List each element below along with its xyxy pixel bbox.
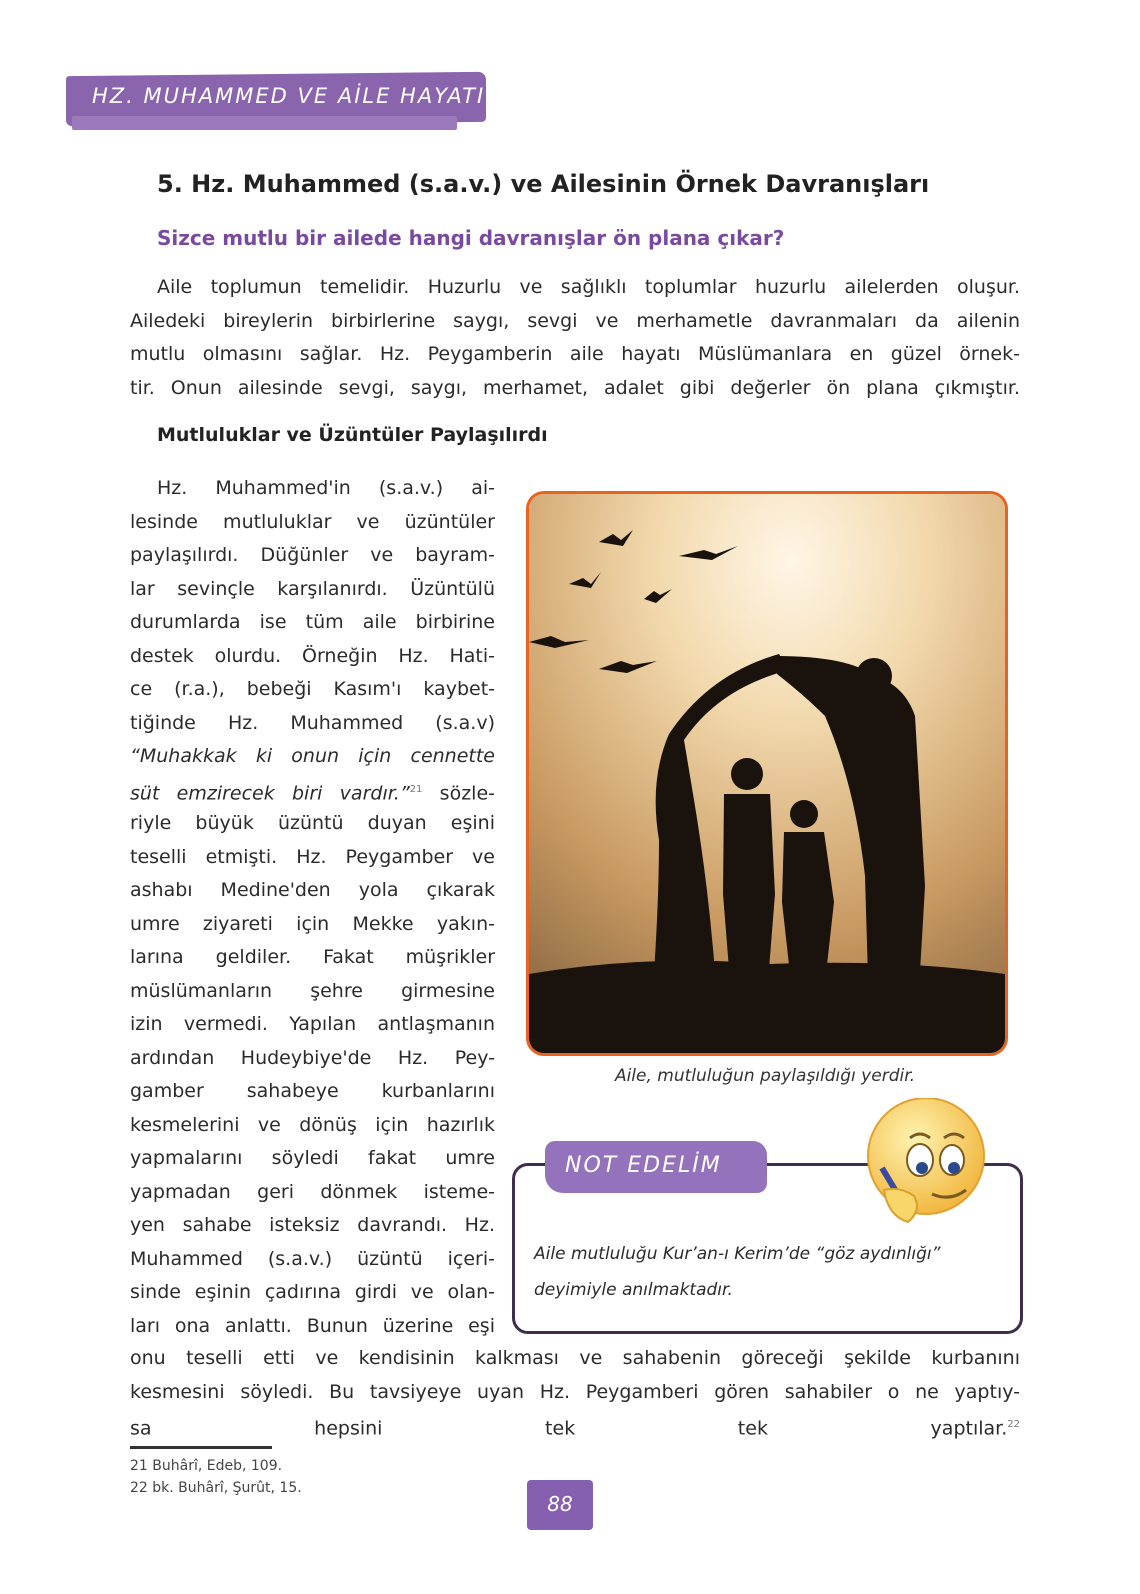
text-line <box>130 577 495 601</box>
footnote-ref: 21 <box>409 783 423 795</box>
text-line <box>130 1079 495 1103</box>
text-line <box>130 1180 495 1204</box>
text-segment: izin vermedi. Yapılan antlaşmanın <box>130 1013 495 1035</box>
text-line <box>130 945 495 969</box>
text-line <box>130 1012 495 1036</box>
text-segment: müslümanların şehre girmesine <box>130 979 495 1002</box>
footnote-22: 22 bk. Buhârî, Şurût, 15. <box>130 1480 302 1496</box>
text-line <box>130 1146 495 1170</box>
text-line <box>130 1213 495 1237</box>
text-segment: larına geldiler. Fakat müşrikler <box>130 946 495 968</box>
text-line <box>130 1314 495 1338</box>
header-banner-text: HZ. MUHAMMED VE AİLE HAYATI <box>92 84 486 108</box>
note-label <box>545 1141 767 1193</box>
page-number-badge <box>527 1480 593 1530</box>
text-segment: “Muhakkak ki onun için cennette <box>130 745 495 767</box>
text-line <box>130 1247 495 1271</box>
text-segment: umre ziyareti için Mekke yakın- <box>130 912 495 935</box>
footnote-21: 21 Buhârî, Edeb, 109. <box>130 1458 283 1474</box>
text-segment: yapmadan geri dönmek isteme- <box>130 1180 495 1203</box>
note-label-text: NOT EDELİM <box>565 1153 722 1178</box>
note-text-line: Aile mutluluğu Kur’an-ı Kerim’de “göz aydınlığı” <box>534 1244 941 1264</box>
text-segment: lar sevinçle karşılanırdı. Üzüntülü <box>130 577 495 600</box>
text-line <box>130 711 495 735</box>
text-line: tir. Onun ailesinde sevgi, saygı, merhamet, adalet gibi değerler ön plana çıkmıştır. <box>130 376 1020 399</box>
text-line: Ailedeki bireylerin birbirlerine saygı, sevgi ve merhametle davranmaları da ailenin <box>130 309 1020 332</box>
text-line <box>130 1280 495 1304</box>
text-segment: gamber sahabeye kurbanlarını <box>130 1080 495 1102</box>
text-line <box>130 912 495 936</box>
photo-caption: Aile, mutluluğun paylaşıldığı yerdir. <box>614 1066 916 1086</box>
section-title: 5. Hz. Muhammed (s.a.v.) ve Ailesinin Örnek Davranışları <box>157 170 930 198</box>
text-segment: sa hepsini tek tek yaptılar. <box>130 1417 1008 1440</box>
header-banner-stroke <box>72 116 457 130</box>
text-line <box>130 1113 495 1137</box>
text-line: Aile toplumun temelidir. Huzurlu ve sağlıklı toplumlar huzurlu ailelerden oluşur. <box>157 276 1020 298</box>
text-segment: ce (r.a.), bebeği Kasım'ı kaybet- <box>130 678 495 700</box>
text-line <box>130 677 495 701</box>
text-line <box>130 979 495 1003</box>
text-line <box>130 610 495 634</box>
text-line <box>130 510 495 534</box>
text-segment: riyle büyük üzüntü duyan eşini <box>130 812 495 834</box>
text-line <box>157 476 495 500</box>
text-segment: ları ona anlattı. Bunun üzerine eşi <box>130 1314 495 1337</box>
text-segment: paylaşılırdı. Düğünler ve bayram- <box>130 544 495 566</box>
text-segment: Muhammed (s.a.v.) üzüntü içeri- <box>130 1247 495 1270</box>
text-segment: süt emzirecek biri vardır.” <box>130 781 410 804</box>
text-line <box>130 1346 1020 1370</box>
subheading: Mutluluklar ve Üzüntüler Paylaşılırdı <box>157 424 548 446</box>
text-segment: ardından Hudeybiye'de Hz. Pey- <box>130 1046 495 1069</box>
thinking-emoji-icon <box>862 1098 990 1230</box>
text-line <box>130 1380 1020 1404</box>
text-segment: lesinde mutluluklar ve üzüntüler <box>130 510 495 533</box>
text-line <box>130 1413 1020 1440</box>
family-silhouette-photo <box>526 491 1008 1056</box>
text-segment: sözle- <box>422 781 496 804</box>
text-segment: durumlarda ise tüm aile birbirine <box>130 611 495 633</box>
text-segment: kesmesini söyledi. Bu tavsiyeye uyan Hz. Peygamberi gören sahabiler o ne yaptıy- <box>130 1380 1020 1403</box>
text-line <box>130 778 495 805</box>
text-segment: teselli etmişti. Hz. Peygamber ve <box>130 845 495 868</box>
text-line <box>130 644 495 668</box>
text-segment: ashabı Medine'den yola çıkarak <box>130 879 495 901</box>
text-segment: yapmalarını söyledi fakat umre <box>130 1147 495 1169</box>
text-line <box>130 543 495 567</box>
text-segment: kesmelerini ve dönüş için hazırlık <box>130 1113 495 1136</box>
text-segment: sinde eşinin çadırına girdi ve olan- <box>130 1281 495 1303</box>
text-segment: tiğinde Hz. Muhammed (s.a.v) <box>130 711 495 734</box>
text-line <box>130 744 495 768</box>
question-heading: Sizce mutlu bir ailede hangi davranışlar ön plana çıkar? <box>157 226 785 250</box>
note-text-line: deyimiyle anılmaktadır. <box>534 1280 733 1300</box>
footnote-rule <box>130 1446 272 1449</box>
text-line: mutlu olmasını sağlar. Hz. Peygamberin aile hayatı Müslümanlara en güzel örnek- <box>130 343 1020 365</box>
text-line <box>130 845 495 869</box>
text-segment: Hz. Muhammed'in (s.a.v.) ai- <box>157 477 495 499</box>
page-number: 88 <box>547 1492 573 1516</box>
text-segment: onu teselli etti ve kendisinin kalkması ve sahabenin göreceği şekilde kurbanını <box>130 1347 1020 1369</box>
footnote-ref: 22 <box>1007 1419 1020 1430</box>
text-segment: destek olurdu. Örneğin Hz. Hati- <box>130 644 495 667</box>
text-line <box>130 1046 495 1070</box>
text-line <box>130 878 495 902</box>
text-segment: yen sahabe isteksiz davrandı. Hz. <box>130 1214 495 1236</box>
text-line <box>130 811 495 835</box>
